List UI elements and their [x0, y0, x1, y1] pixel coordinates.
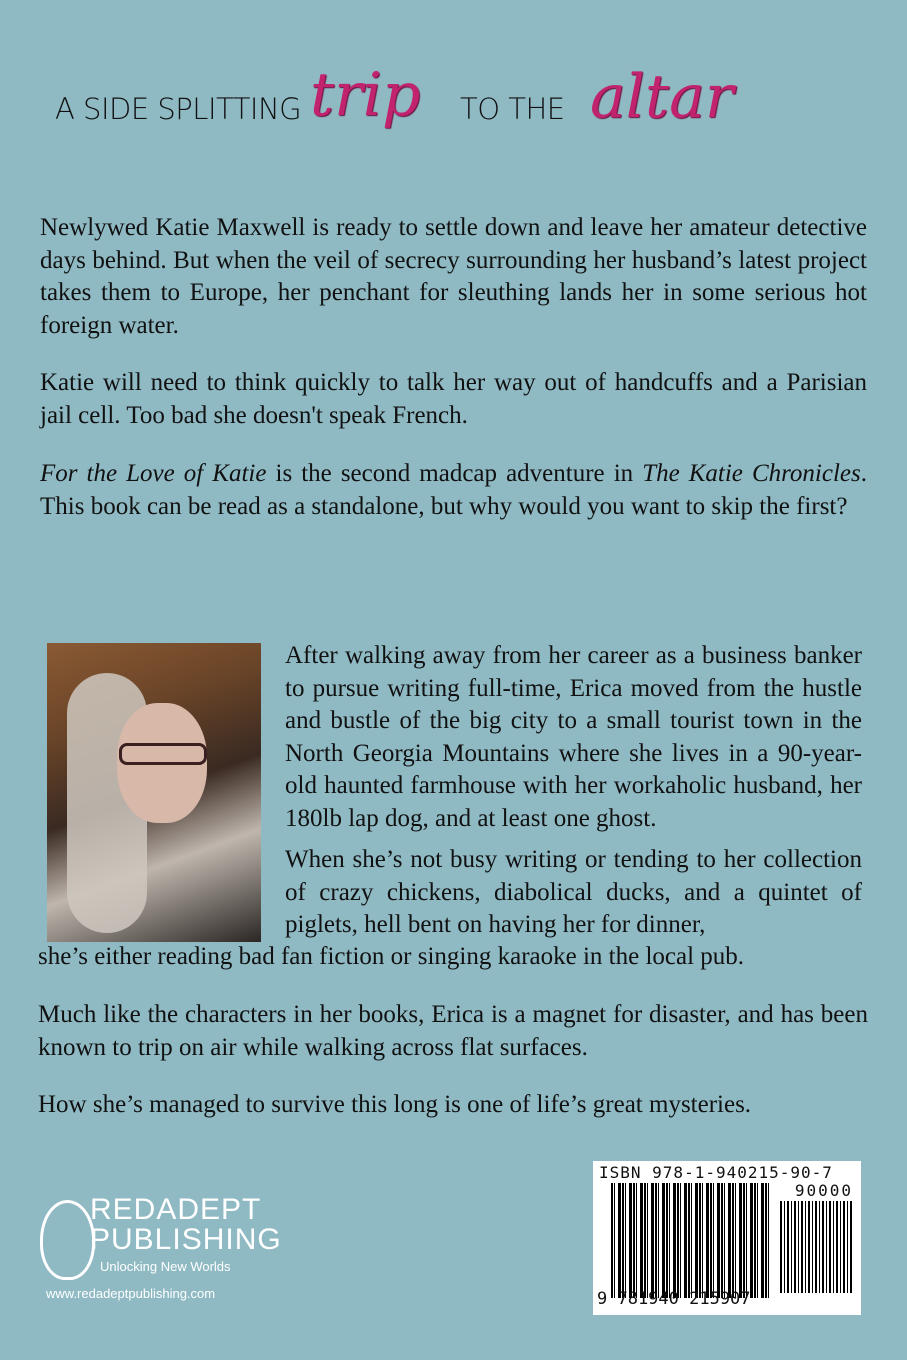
- barcode-addon: 90000: [794, 1181, 853, 1200]
- bio-paragraph-2a: When she’s not busy writing or tending to her collection of crazy chickens, diabolical ducks, and a quintet of piglets, hell bent on having her for dinner,: [285, 846, 862, 938]
- publisher-name-2: PUBLISHING: [90, 1223, 282, 1256]
- barcode-number: 9 781940 215907: [597, 1289, 751, 1309]
- publisher-name: REDADEPT: [90, 1193, 262, 1226]
- bio-paragraph-1: After walking away from her career as a business banker to pursue writing full-time, Erica moved from the hustle and bustle of the big city to a small tourist town in the North Georgia Mountains where she lives in a 90-year-old haunted farmhouse with her workaholic husband, her 180lb lap dog, and at least one ghost.: [285, 642, 862, 832]
- book-title: For the Love of Katie: [40, 460, 267, 487]
- publisher-url: www.redadeptpublishing.com: [46, 1286, 216, 1301]
- tagline-altar: altar: [590, 62, 734, 132]
- blurb-paragraph-1: Newlywed Katie Maxwell is ready to settle down and leave her amateur detective days behind. But when the veil of secrecy surrounding her husband’s latest project takes them to Europe, her penchant for sleuthing lands her in some serious hot foreign water.: [40, 214, 867, 339]
- blurb-paragraph-2: Katie will need to think quickly to talk her way out of handcuffs and a Parisian jail cell. Too bad she doesn't speak French.: [40, 369, 867, 429]
- publisher-logo: [40, 1193, 282, 1301]
- bio-paragraph-3: Much like the characters in her books, Erica is a magnet for disaster, and has been known to trip on air while walking across flat surfaces.: [38, 1001, 868, 1061]
- isbn-text: ISBN 978-1-940215-90-7: [599, 1163, 833, 1182]
- blurb-paragraph-3: [40, 458, 867, 523]
- keyhole-apple-icon: [40, 1200, 95, 1280]
- series-title: The Katie Chronicles: [642, 460, 861, 487]
- isbn-barcode: [593, 1161, 861, 1315]
- publisher-slogan: Unlocking New Worlds: [100, 1259, 231, 1274]
- bio-paragraph-2b: she’s either reading bad fan fiction or singing karaoke in the local pub.: [38, 943, 745, 970]
- blurb-text: is the second madcap adventure in: [266, 460, 643, 487]
- blurb-text: . This book can be read as a standalone, but why would you want to skip the first?: [40, 460, 867, 520]
- bio-paragraph-4: How she’s managed to survive this long is one of life’s great mysteries.: [38, 1091, 752, 1118]
- author-photo: [47, 643, 261, 942]
- barcode-bars: [611, 1183, 771, 1298]
- barcode-addon-bars: [780, 1201, 852, 1293]
- tagline-part3: TO THE: [460, 92, 565, 126]
- tagline-part1: A SIDE SPLITTING: [55, 92, 302, 126]
- tagline: [55, 60, 815, 180]
- tagline-trip: trip: [310, 60, 421, 130]
